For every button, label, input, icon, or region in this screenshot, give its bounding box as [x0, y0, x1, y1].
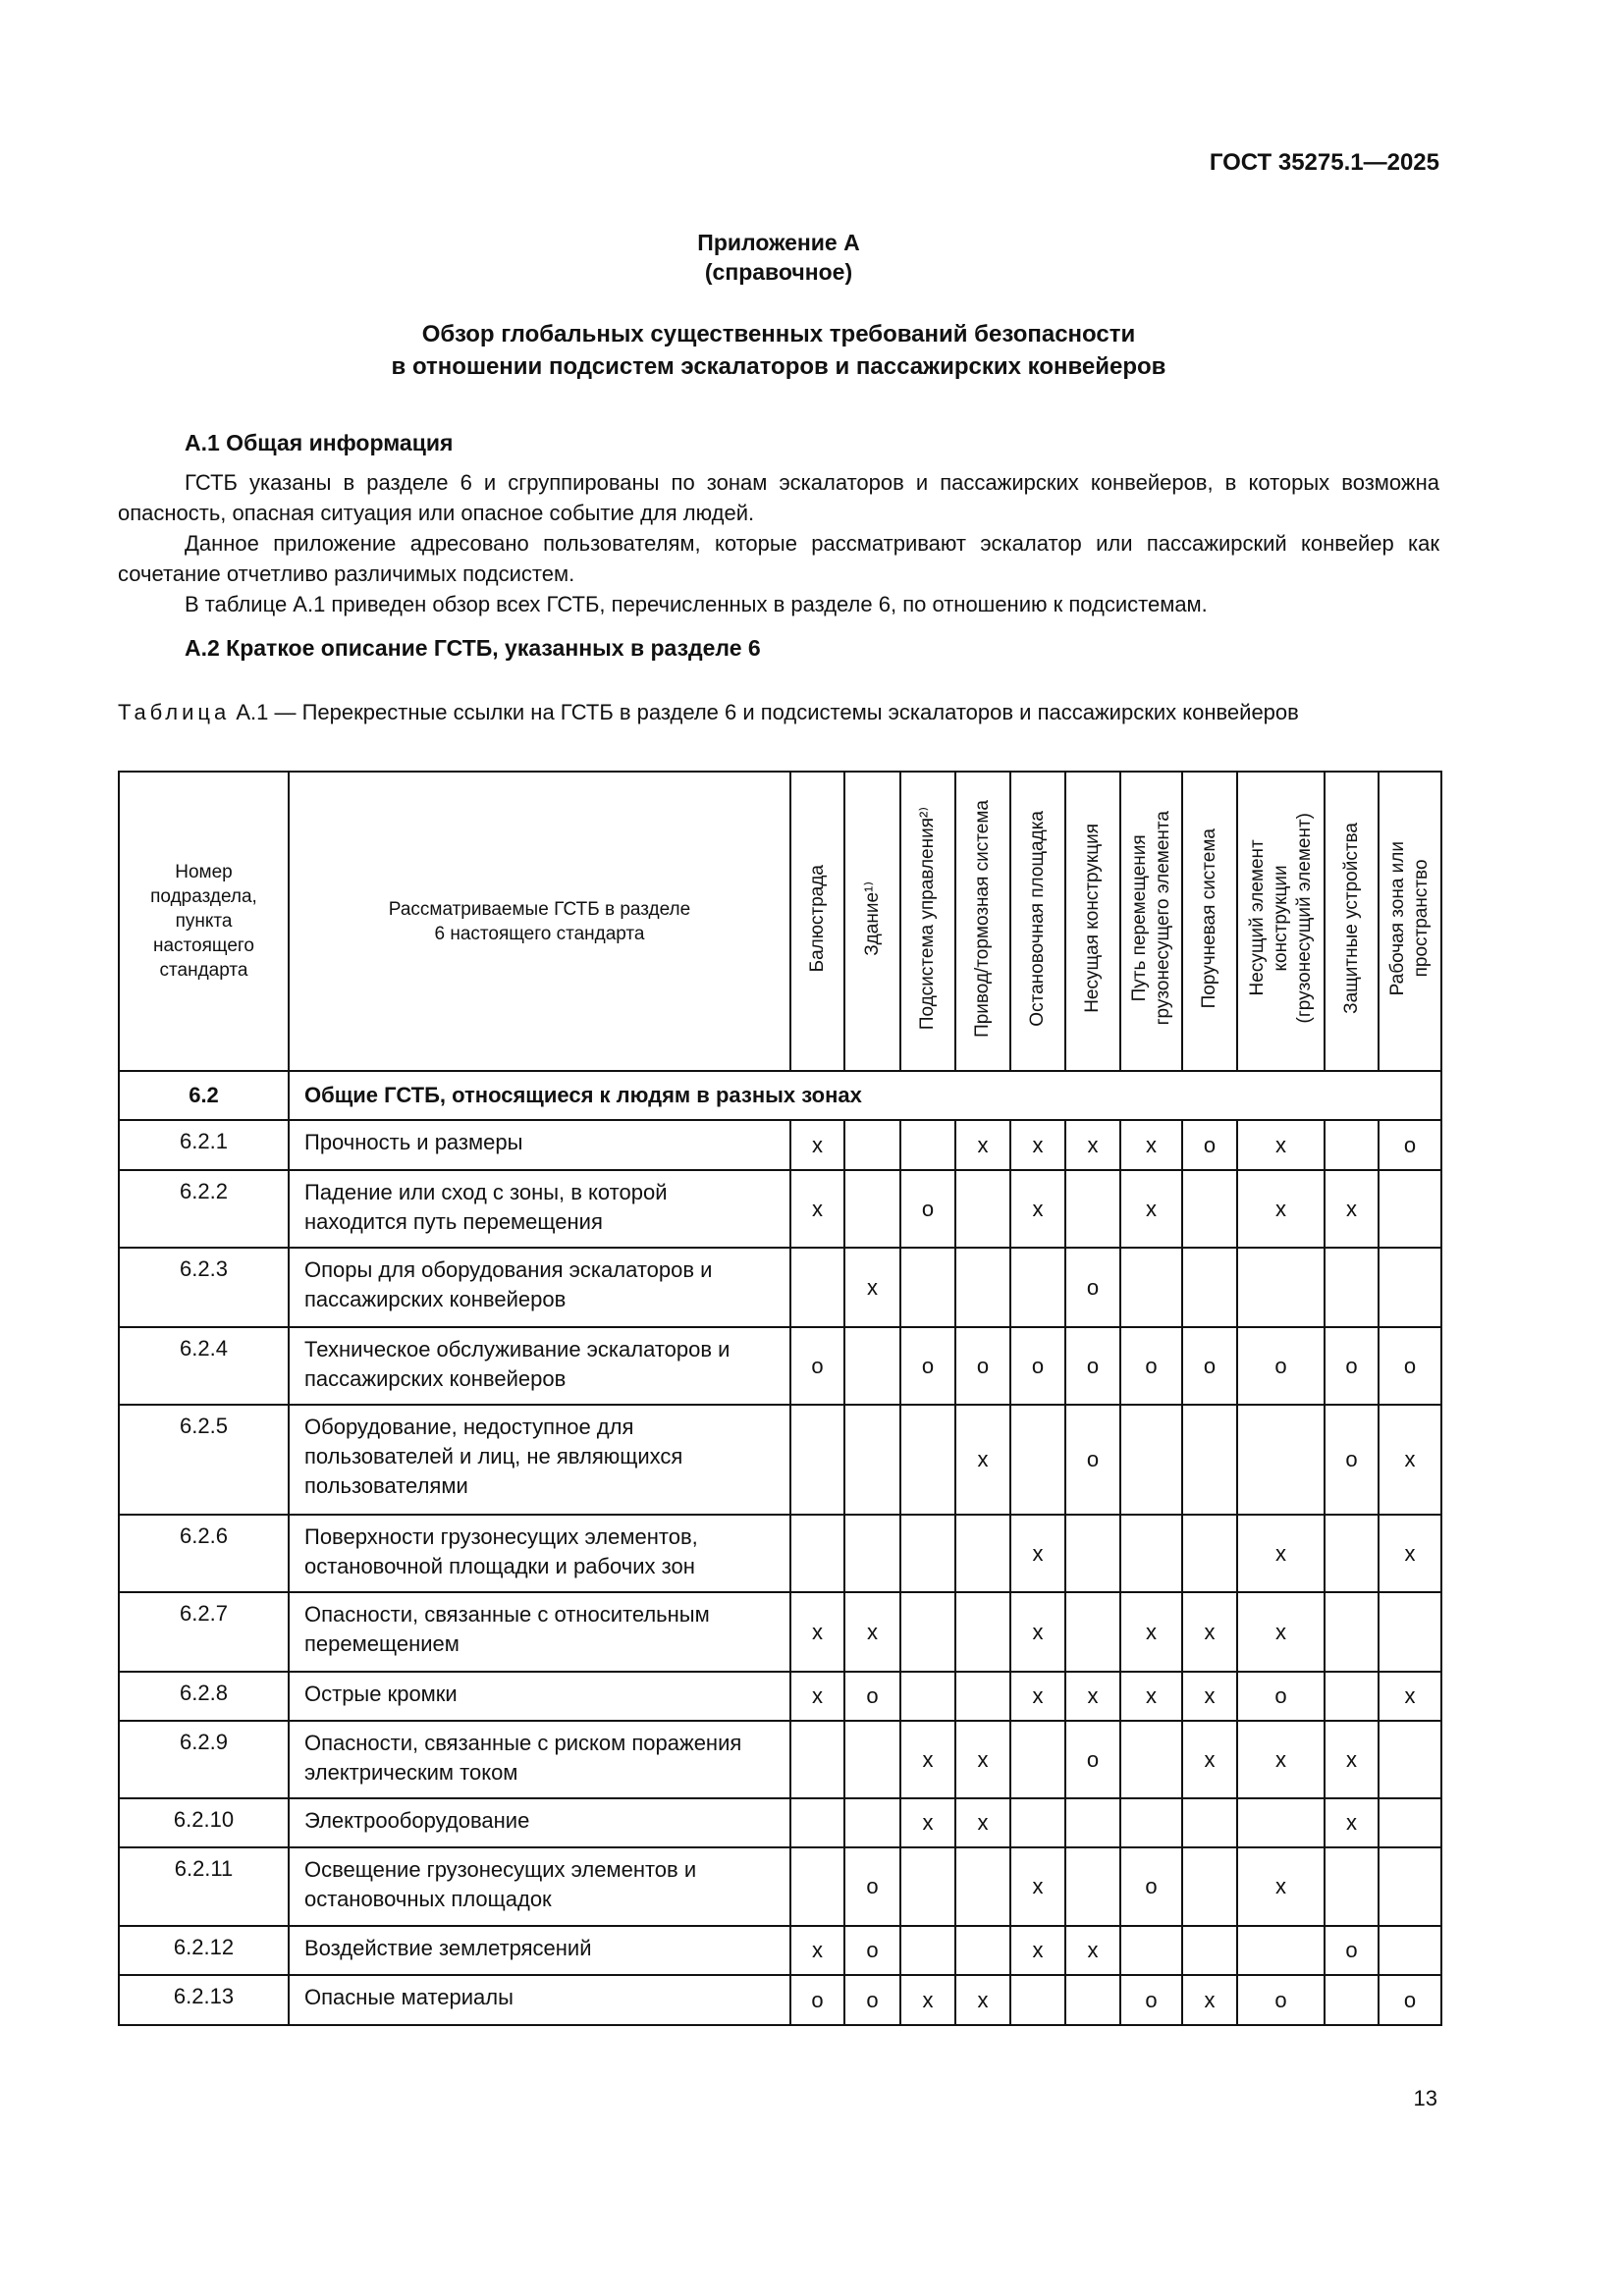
row-mark: x: [1120, 1672, 1182, 1721]
row-requirement: Опоры для оборудования эскалаторов и пассажирских конвейеров: [289, 1248, 790, 1327]
table-row: [119, 1170, 1441, 1248]
row-number: 6.2.13: [119, 1975, 289, 2025]
row-mark: [1237, 1248, 1325, 1327]
row-mark: x: [1237, 1721, 1325, 1798]
row-mark: x: [955, 1120, 1010, 1170]
table-row: [119, 1721, 1441, 1798]
row-mark: [1237, 1926, 1325, 1975]
row-requirement: Поверхности грузонесущих элементов, остановочной площадки и рабочих зон: [289, 1515, 790, 1592]
section-title: Общие ГСТБ, относящиеся к людям в разных зонах: [289, 1071, 1441, 1120]
row-mark: o: [1325, 1327, 1379, 1405]
row-mark: [900, 1926, 955, 1975]
row-mark: [1065, 1592, 1120, 1672]
row-mark: [1065, 1170, 1120, 1248]
row-requirement: Электрооборудование: [289, 1798, 790, 1847]
section-a1-body: [118, 467, 1439, 619]
row-mark: [844, 1405, 900, 1515]
row-mark: x: [844, 1248, 900, 1327]
row-number: 6.2.12: [119, 1926, 289, 1975]
row-mark: [1010, 1798, 1065, 1847]
row-mark: o: [1065, 1248, 1120, 1327]
table-row: [119, 1798, 1441, 1847]
row-mark: [900, 1405, 955, 1515]
row-mark: o: [1379, 1120, 1441, 1170]
row-requirement: Опасности, связанные с относительным перемещением: [289, 1592, 790, 1672]
row-mark: x: [790, 1170, 844, 1248]
row-mark: o: [1120, 1975, 1182, 2025]
row-mark: [1120, 1721, 1182, 1798]
row-mark: x: [1010, 1515, 1065, 1592]
row-mark: x: [1065, 1926, 1120, 1975]
row-mark: [955, 1847, 1010, 1926]
row-number: 6.2.10: [119, 1798, 289, 1847]
row-mark: [844, 1327, 900, 1405]
cross-reference-table: [118, 771, 1442, 2026]
row-mark: [900, 1120, 955, 1170]
table-header-row: [119, 772, 1441, 1071]
column-header-subsystem: [955, 772, 1010, 1071]
row-mark: o: [900, 1170, 955, 1248]
row-mark: [844, 1798, 900, 1847]
row-mark: [1065, 1975, 1120, 2025]
row-mark: x: [1182, 1975, 1237, 2025]
row-mark: [1182, 1405, 1237, 1515]
row-mark: [1379, 1170, 1441, 1248]
row-mark: x: [790, 1926, 844, 1975]
row-mark: x: [1325, 1798, 1379, 1847]
subsystem-label: Поручневая система: [1199, 828, 1219, 1009]
row-mark: [790, 1248, 844, 1327]
row-mark: o: [1325, 1405, 1379, 1515]
column-header-subsystem: [1010, 772, 1065, 1071]
row-mark: x: [790, 1672, 844, 1721]
section-number: 6.2: [119, 1071, 289, 1120]
row-mark: o: [1120, 1327, 1182, 1405]
table-row: [119, 1847, 1441, 1926]
row-mark: o: [844, 1926, 900, 1975]
row-mark: [1379, 1798, 1441, 1847]
row-mark: o: [844, 1975, 900, 2025]
row-mark: [1379, 1926, 1441, 1975]
section-row: [119, 1071, 1441, 1120]
row-mark: [1010, 1975, 1065, 2025]
column-header-subsystem: [1065, 772, 1120, 1071]
row-mark: x: [1010, 1672, 1065, 1721]
row-mark: [790, 1721, 844, 1798]
row-requirement: Опасности, связанные с риском поражения электрическим током: [289, 1721, 790, 1798]
row-requirement: Освещение грузонесущих элементов и остановочных площадок: [289, 1847, 790, 1926]
row-mark: [844, 1120, 900, 1170]
subsystem-label: Несущий элемент конструкции (грузонесущий элемент): [1246, 813, 1315, 1024]
row-mark: [955, 1592, 1010, 1672]
row-mark: o: [1237, 1975, 1325, 2025]
table-row: [119, 1515, 1441, 1592]
row-mark: [1379, 1847, 1441, 1926]
row-mark: [955, 1248, 1010, 1327]
column-header-subsystem: [1182, 772, 1237, 1071]
row-mark: x: [1379, 1405, 1441, 1515]
row-mark: [1379, 1592, 1441, 1672]
row-number: 6.2.7: [119, 1592, 289, 1672]
row-mark: o: [1237, 1672, 1325, 1721]
row-requirement: Прочность и размеры: [289, 1120, 790, 1170]
row-mark: [1182, 1515, 1237, 1592]
row-mark: x: [1379, 1672, 1441, 1721]
row-mark: x: [1237, 1515, 1325, 1592]
row-mark: [1120, 1515, 1182, 1592]
row-requirement: Оборудование, недоступное для пользователей и лиц, не являющихся пользователями: [289, 1405, 790, 1515]
row-mark: [1182, 1170, 1237, 1248]
row-mark: o: [1325, 1926, 1379, 1975]
column-header-subsystem: [1120, 772, 1182, 1071]
table-caption-label: Таблица: [118, 700, 231, 724]
row-mark: o: [1182, 1120, 1237, 1170]
row-mark: o: [1182, 1327, 1237, 1405]
row-mark: [790, 1515, 844, 1592]
row-mark: x: [900, 1975, 955, 2025]
row-mark: [1120, 1926, 1182, 1975]
row-number: 6.2.9: [119, 1721, 289, 1798]
row-number: 6.2.1: [119, 1120, 289, 1170]
row-mark: x: [955, 1405, 1010, 1515]
section-a1-title: А.1 Общая информация: [185, 430, 454, 455]
row-mark: [790, 1798, 844, 1847]
table-row: [119, 1120, 1441, 1170]
page-number: 13: [1413, 2086, 1437, 2110]
appendix-type: (справочное): [704, 259, 853, 285]
row-mark: [955, 1926, 1010, 1975]
row-mark: o: [844, 1847, 900, 1926]
row-mark: x: [1237, 1170, 1325, 1248]
column-header-requirement: Рассматриваемые ГСТБ в разделе 6 настоящего стандарта: [289, 772, 790, 1071]
row-mark: x: [1010, 1847, 1065, 1926]
row-mark: [1010, 1405, 1065, 1515]
table-row: [119, 1926, 1441, 1975]
row-mark: o: [1379, 1975, 1441, 2025]
row-mark: [900, 1592, 955, 1672]
section-a2-title: А.2 Краткое описание ГСТБ, указанных в разделе 6: [185, 635, 761, 661]
row-mark: [1065, 1847, 1120, 1926]
row-mark: [1120, 1798, 1182, 1847]
heading-line-1: Обзор глобальных существенных требований безопасности: [421, 321, 1136, 347]
subsystem-label: Несущая конструкция: [1082, 824, 1103, 1013]
row-mark: [790, 1847, 844, 1926]
row-mark: x: [1182, 1592, 1237, 1672]
paragraph: Данное приложение адресовано пользователям, которые рассматривают эскалатор или пассажирский конвейер как сочетание отчетливо различимых подсистем.: [118, 531, 1439, 586]
table-row: [119, 1672, 1441, 1721]
row-mark: o: [1065, 1405, 1120, 1515]
row-mark: o: [955, 1327, 1010, 1405]
row-mark: [900, 1847, 955, 1926]
row-mark: [900, 1248, 955, 1327]
row-mark: x: [1065, 1120, 1120, 1170]
row-mark: x: [955, 1721, 1010, 1798]
row-mark: x: [1010, 1170, 1065, 1248]
row-mark: [1325, 1672, 1379, 1721]
table-row: [119, 1327, 1441, 1405]
subsystem-label: Подсистема управления²⁾: [917, 806, 938, 1031]
row-mark: [900, 1672, 955, 1721]
row-mark: [955, 1672, 1010, 1721]
row-number: 6.2.11: [119, 1847, 289, 1926]
row-mark: x: [790, 1120, 844, 1170]
row-mark: x: [955, 1798, 1010, 1847]
row-mark: [1010, 1248, 1065, 1327]
table-caption: [118, 697, 1439, 727]
row-mark: x: [1325, 1721, 1379, 1798]
row-number: 6.2.8: [119, 1672, 289, 1721]
row-mark: x: [900, 1721, 955, 1798]
paragraph: В таблице А.1 приведен обзор всех ГСТБ, перечисленных в разделе 6, по отношению к подсистемам.: [185, 592, 1208, 616]
table-row: [119, 1592, 1441, 1672]
row-mark: [1237, 1798, 1325, 1847]
row-mark: x: [1120, 1120, 1182, 1170]
row-mark: o: [790, 1975, 844, 2025]
subsystem-label: Защитные устройства: [1340, 823, 1362, 1014]
row-mark: x: [1120, 1592, 1182, 1672]
row-mark: x: [1182, 1721, 1237, 1798]
row-mark: [844, 1515, 900, 1592]
row-requirement: Острые кромки: [289, 1672, 790, 1721]
row-mark: x: [1065, 1672, 1120, 1721]
subsystem-label: Балюстрада: [806, 864, 828, 973]
row-mark: [1065, 1515, 1120, 1592]
row-mark: [1379, 1248, 1441, 1327]
row-mark: [1065, 1798, 1120, 1847]
row-mark: x: [1010, 1592, 1065, 1672]
column-header-subsystem: [790, 772, 844, 1071]
table-row: [119, 1975, 1441, 2025]
row-mark: o: [1010, 1327, 1065, 1405]
row-mark: x: [1120, 1170, 1182, 1248]
column-header-number: Номер подраздела, пункта настоящего стандарта: [119, 772, 289, 1071]
row-mark: [1182, 1847, 1237, 1926]
row-number: 6.2.2: [119, 1170, 289, 1248]
subsystem-label: Здание¹⁾: [861, 881, 883, 956]
subsystem-label: Привод/тормозная система: [972, 799, 993, 1038]
row-mark: o: [1120, 1847, 1182, 1926]
table-row: [119, 1405, 1441, 1515]
row-mark: x: [1325, 1170, 1379, 1248]
column-header-subsystem: [844, 772, 900, 1071]
row-mark: [1325, 1515, 1379, 1592]
table-caption-text: А.1 — Перекрестные ссылки на ГСТБ в разделе 6 и подсистемы эскалаторов и пассажирских конвейеров: [230, 700, 1299, 724]
subsystem-label: Остановочная площадка: [1027, 810, 1048, 1027]
row-mark: [1182, 1926, 1237, 1975]
paragraph: ГСТБ указаны в разделе 6 и сгруппированы по зонам эскалаторов и пассажирских конвейеров, в которых возможна опасность, опасная ситуация или опасное событие для людей.: [118, 470, 1439, 525]
row-mark: x: [1237, 1847, 1325, 1926]
row-mark: o: [844, 1672, 900, 1721]
row-mark: [1120, 1248, 1182, 1327]
row-number: 6.2.4: [119, 1327, 289, 1405]
row-mark: [1325, 1248, 1379, 1327]
row-mark: [1182, 1798, 1237, 1847]
row-mark: o: [790, 1327, 844, 1405]
subsystem-label: Рабочая зона или пространство: [1387, 840, 1432, 996]
row-number: 6.2.3: [119, 1248, 289, 1327]
column-header-subsystem: [900, 772, 955, 1071]
row-mark: x: [1010, 1926, 1065, 1975]
row-mark: [955, 1515, 1010, 1592]
row-mark: [844, 1721, 900, 1798]
row-mark: o: [1237, 1327, 1325, 1405]
row-mark: [1120, 1405, 1182, 1515]
row-mark: x: [1237, 1592, 1325, 1672]
row-mark: [1325, 1847, 1379, 1926]
row-mark: [1325, 1120, 1379, 1170]
row-mark: [1237, 1405, 1325, 1515]
row-requirement: Опасные материалы: [289, 1975, 790, 2025]
row-mark: x: [1010, 1120, 1065, 1170]
row-mark: o: [1065, 1721, 1120, 1798]
row-mark: [900, 1515, 955, 1592]
heading-line-2: в отношении подсистем эскалаторов и пассажирских конвейеров: [391, 353, 1166, 380]
row-mark: x: [1237, 1120, 1325, 1170]
row-requirement: Воздействие землетрясений: [289, 1926, 790, 1975]
subsystem-label: Путь перемещения грузонесущего элемента: [1128, 811, 1173, 1026]
row-mark: o: [1065, 1327, 1120, 1405]
column-header-subsystem: [1379, 772, 1441, 1071]
row-mark: [1325, 1592, 1379, 1672]
row-mark: [955, 1170, 1010, 1248]
row-mark: [1182, 1248, 1237, 1327]
row-mark: x: [955, 1975, 1010, 2025]
row-mark: [790, 1405, 844, 1515]
standard-number: ГОСТ 35275.1—2025: [1209, 149, 1439, 176]
row-mark: x: [844, 1592, 900, 1672]
row-mark: x: [1182, 1672, 1237, 1721]
row-mark: x: [1379, 1515, 1441, 1592]
row-mark: [1010, 1721, 1065, 1798]
appendix-title: Приложение А: [697, 230, 860, 255]
row-mark: o: [900, 1327, 955, 1405]
row-requirement: Падение или сход с зоны, в которой находится путь перемещения: [289, 1170, 790, 1248]
row-mark: x: [790, 1592, 844, 1672]
row-requirement: Техническое обслуживание эскалаторов и пассажирских конвейеров: [289, 1327, 790, 1405]
row-mark: [844, 1170, 900, 1248]
row-mark: x: [900, 1798, 955, 1847]
row-mark: [1325, 1975, 1379, 2025]
row-number: 6.2.6: [119, 1515, 289, 1592]
row-number: 6.2.5: [119, 1405, 289, 1515]
row-mark: o: [1379, 1327, 1441, 1405]
table-row: [119, 1248, 1441, 1327]
column-header-subsystem: [1237, 772, 1325, 1071]
row-mark: [1379, 1721, 1441, 1798]
column-header-subsystem: [1325, 772, 1379, 1071]
